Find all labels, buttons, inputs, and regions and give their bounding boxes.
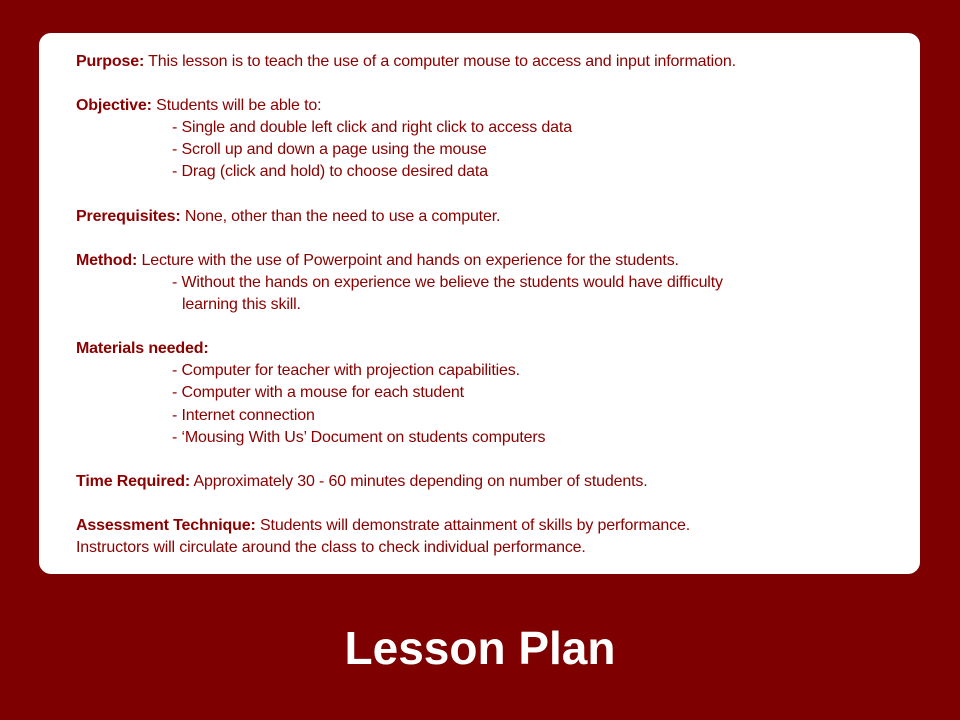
objective-label: Objective: <box>76 97 152 115</box>
assessment-text: Students will demonstrate attainment of skills by performance. <box>255 516 691 534</box>
objective-item: - Scroll up and down a page using the mouse <box>172 141 487 159</box>
method-item-continuation: learning this skill. <box>182 296 301 314</box>
slide-title: Lesson Plan <box>344 622 616 674</box>
time-required-text: Approximately 30 - 60 minutes depending on number of students. <box>190 472 648 490</box>
method-text: Lecture with the use of Powerpoint and hands on experience for the students. <box>137 251 679 269</box>
materials-line <box>76 338 906 360</box>
prerequisites-line <box>76 206 906 228</box>
lesson-plan-body <box>76 51 906 559</box>
method-line <box>76 250 906 272</box>
materials-item: - Computer for teacher with projection capabilities. <box>172 362 520 380</box>
objective-item: - Drag (click and hold) to choose desired data <box>172 163 488 181</box>
time-required-label: Time Required: <box>76 472 191 490</box>
objective-text: Students will be able to: <box>151 97 322 115</box>
materials-item: - ‘Mousing With Us’ Document on students computers <box>172 428 546 446</box>
method-item: - Without the hands on experience we believe the students would have difficulty <box>172 273 723 291</box>
purpose-line <box>76 51 906 73</box>
objective-item: - Single and double left click and right click to access data <box>172 119 572 137</box>
prerequisites-text: None, other than the need to use a computer. <box>180 207 501 225</box>
prerequisites-label: Prerequisites: <box>76 207 181 225</box>
materials-item: - Internet connection <box>172 406 315 424</box>
objective-line <box>76 95 906 117</box>
time-required-line <box>76 471 906 493</box>
method-label: Method: <box>76 251 138 269</box>
purpose-text: This lesson is to teach the use of a computer mouse to access and input information. <box>144 53 736 70</box>
materials-item: - Computer with a mouse for each student <box>172 384 464 402</box>
assessment-line-2: Instructors will circulate around the class to check individual performance. <box>76 539 586 557</box>
assessment-label: Assessment Technique: <box>76 516 256 534</box>
purpose-label: Purpose: <box>76 53 145 70</box>
assessment-line <box>76 515 906 537</box>
materials-label: Materials needed: <box>76 340 209 358</box>
